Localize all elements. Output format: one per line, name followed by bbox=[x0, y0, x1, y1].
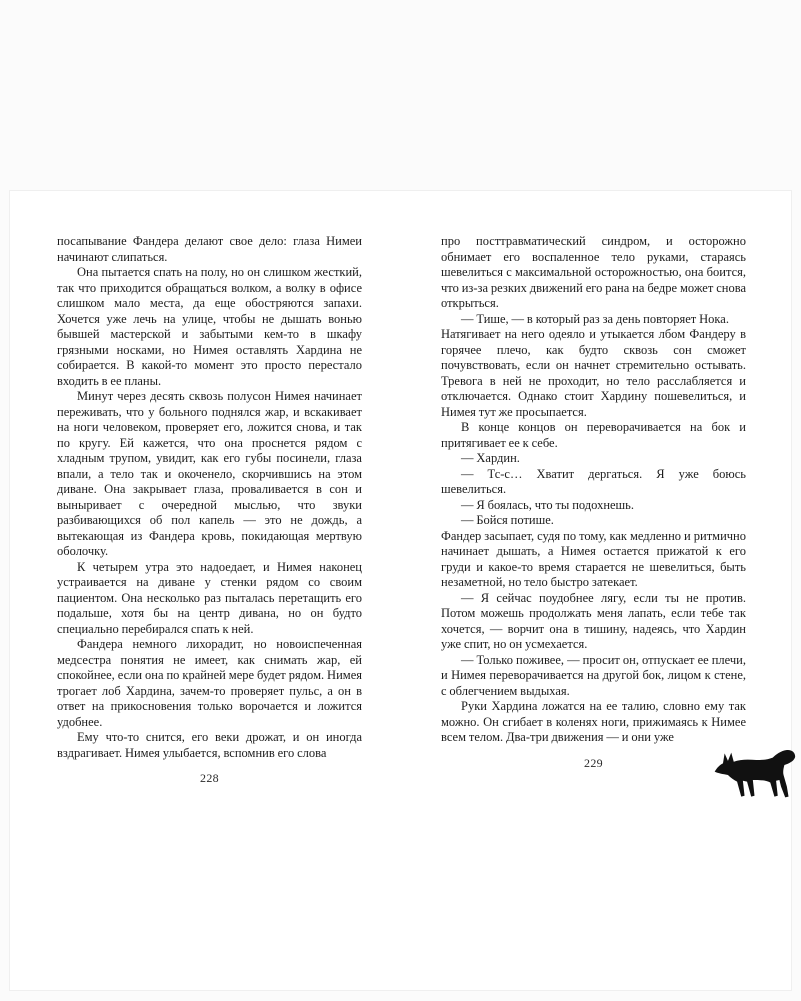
wolf-silhouette-icon bbox=[713, 749, 796, 801]
paragraph: Фандера немного лихорадит, но новоиспеченная медсестра понятия не имеет, как снимать жар, ей спокойнее, если она по крайней мере будет рядом. Нимея трогает лоб Хардина, зачем-то проверяет пульс, а он в ответ на прикосновения только ворочается и ложится удобнее. bbox=[57, 637, 362, 729]
paragraph: Она пытается спать на полу, но он слишком жесткий, так что приходится обращаться волком, а волку в офисе слишком мало места, да еще обостряются запахи. Хочется уже лечь на улице, чтобы не дышать вонью бывшей мастерской и забытыми кем-то в шкафу грязными носками, но Нимея оставлять Хардина не собирается. В какой-то момент это просто перестало входить в ее планы. bbox=[57, 265, 362, 388]
paragraph-dialogue: — Я боялась, что ты подохнешь. bbox=[461, 497, 635, 512]
paragraph-dialogue: — Тс-с… Хватит дергаться. Я уже боюсь шевелиться. bbox=[441, 466, 746, 496]
paragraph: посапывание Фандера делают свое дело: глаза Нимеи начинают слипаться. bbox=[57, 234, 362, 264]
paragraph: Фандер засыпает, судя по тому, как медленно и ритмично начинает дышать, а Нимея остается прижатой к его груди и какое-то время старается не шевелиться, быть незаметной, но тело быстро затекает. bbox=[441, 528, 746, 589]
paragraph-dialogue: — Тише, — в который раз за день повторяет Нока. bbox=[461, 311, 729, 326]
wolf-silhouette-icon bbox=[713, 749, 796, 801]
paragraph: Руки Хардина ложатся на ее талию, словно ему так можно. Он сгибает в коленях ноги, прижимаясь к Нимее всем телом. Два-три движения — и они уже bbox=[441, 699, 746, 744]
paragraph: В конце концов он переворачивается на бок и притягивает ее к себе. bbox=[441, 420, 746, 450]
paragraph-dialogue: — Только поживее, — просит он, отпускает ее плечи, и Нимея переворачивается на другой бок, лицом к стене, с облегчением выдыхая. bbox=[441, 652, 746, 698]
paragraph: Ему что-то снится, его веки дрожат, и он иногда вздрагивает. Нимея улыбается, вспомнив его слова bbox=[57, 730, 362, 760]
page-right bbox=[441, 234, 746, 786]
paragraph: Натягивает на него одеяло и утыкается лбом Фандеру в горячее плечо, как будто сквозь сон сможет почувствовать, если он начнет стремительно остывать. Тревога в ней не проходит, но тело расслабляется и отключается. Однако стоит Хардину пошевелиться, и Нимея тут же просыпается. bbox=[441, 327, 746, 419]
paragraph-dialogue: — Хардин. bbox=[461, 451, 520, 465]
paragraph-dialogue: — Бойся потише. bbox=[461, 513, 554, 527]
page-left-text bbox=[57, 234, 362, 761]
page-number-left: 228 bbox=[199, 771, 220, 785]
paragraph: К четырем утра это надоедает, и Нимея наконец устраивается на диване у стенки рядом со своим пациентом. Она несколько раз пыталась перетащить его подальше, хотя бы на центр дивана, но он будто специально перебирался спать к ней. bbox=[57, 559, 362, 636]
page-left bbox=[57, 234, 362, 786]
book-spread bbox=[57, 234, 746, 786]
paragraph: Минут через десять сквозь полусон Нимея начинает переживать, что у больного поднялся жар, и вскакивает на ноги человеком, проверяет его, ложится снова, и так по кругу. Ей кажется, что она проснется рядом с хладным трупом, увидит, как его губы посинели, глаза впали, а тело так и окоченело, скорчившись на этом диване. Она закрывает глаза, проваливается в сон и выныривает с очередной мыслью, что звуки разбивающихся об пол капель — это не дождь, а вытекающая из Фандера кровь, покидающая мертвую оболочку. bbox=[57, 389, 362, 558]
paragraph: про посттравматический синдром, и осторожно обнимает его воспаленное тело руками, стараясь шевелиться с максимальной осторожностью, она боится, что из-за резких движений его рана на бедре может снова открыться. bbox=[441, 234, 746, 310]
paragraph-dialogue: — Я сейчас поудобнее лягу, если ты не против. Потом можешь продолжать меня лапать, если тебе так хочется, — ворчит она в тишину, надеясь, что Хардин уже спит, но он усмехается. bbox=[441, 590, 746, 651]
page-number-right: 229 bbox=[583, 755, 604, 770]
page-right-text bbox=[441, 234, 746, 746]
